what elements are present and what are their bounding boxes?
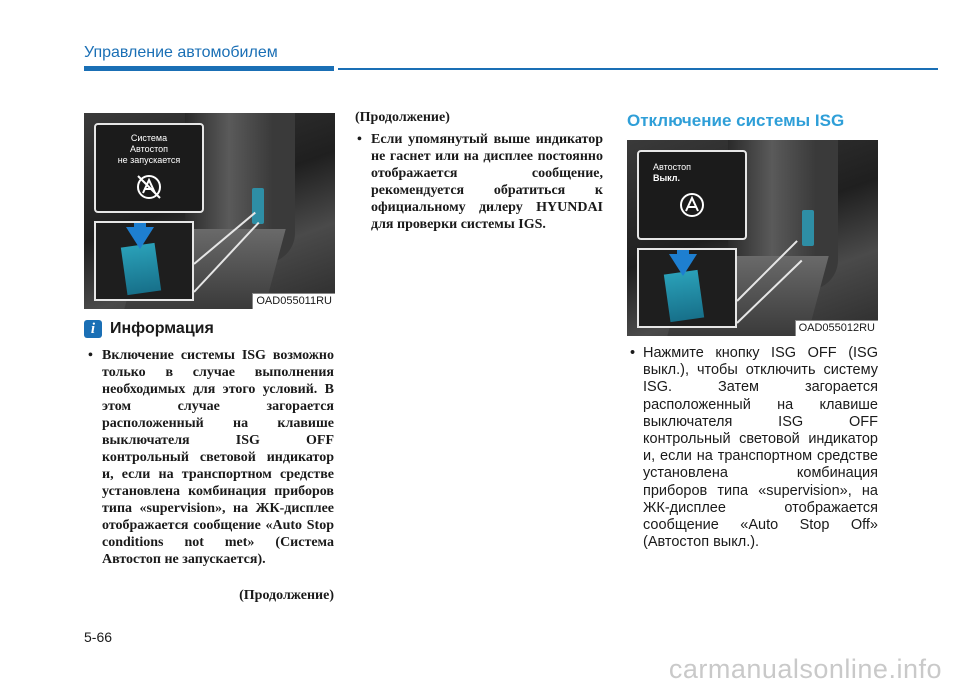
right-bullet-block	[627, 345, 878, 551]
middle-bullet-block	[355, 131, 603, 233]
header-rule-thick	[84, 66, 334, 71]
isg-switch-image	[802, 210, 814, 246]
cluster-display	[94, 123, 204, 213]
cluster-message-line: Автостоп	[129, 144, 168, 154]
info-title: Информация	[110, 320, 214, 337]
continued-label: (Продолжение)	[355, 110, 450, 125]
auto-stop-icon	[677, 190, 707, 220]
figure-code: OAD055011RU	[252, 293, 335, 309]
cluster-message-line: Выкл.	[653, 173, 681, 183]
isg-switch-image	[252, 188, 264, 224]
right-bullet-text: • Нажмите кнопку ISG OFF (ISG выкл.), чтобы отключить систему ISG. Затем загорается расположенный на клавише выключателя ISG OFF контрольный световой индикатор и, если на транспортном средстве установлена комбинация приборов типа «supervision», на ЖК-дисплее отображается сообщение «Auto Stop Off» (Автостоп выкл.).	[627, 345, 878, 551]
info-heading	[84, 318, 214, 340]
auto-stop-crossed-icon	[134, 172, 164, 202]
figure-code: OAD055012RU	[795, 320, 878, 336]
figure-isg-conditions-not-met	[84, 113, 335, 309]
cluster-message-line: не запускается	[117, 155, 181, 165]
press-arrow-icon	[669, 254, 697, 276]
middle-bullet-text: • Если упомянутый выше индикатор не гаснет или на дисплее постоянно отображается сообщение, рекомендуется обратиться к официальному дилеру HYUNDAI для проверки системы IGS.	[355, 131, 603, 233]
cluster-message	[96, 133, 202, 166]
cluster-display	[637, 150, 747, 240]
section-header-title: Управление автомобилем	[84, 44, 278, 61]
page-number: 5-66	[84, 629, 113, 645]
switch-closeup-inset	[94, 221, 194, 301]
switch-closeup-inset	[637, 248, 737, 328]
press-arrow-icon	[126, 227, 154, 249]
info-bullet-block	[86, 347, 334, 568]
watermark: carmanualsonline.info	[668, 654, 942, 684]
section-title: Отключение системы ISG	[627, 111, 845, 130]
cluster-message-line: Система	[130, 133, 168, 143]
isg-off-key-image	[121, 243, 161, 295]
info-bullet-text: • Включение системы ISG возможно только в случае выполнения необходимых для этого условий. В этом случае загорается расположенный на клавише выключателя ISG OFF контрольный световой индикатор и, если на транспортном средстве установлена комбинация приборов типа «supervision», на ЖК-дисплее отображается сообщение «Auto Stop conditions not met» (Система Автостоп не запускается).	[86, 347, 334, 568]
cluster-message-line: Автостоп	[653, 162, 692, 172]
cluster-message	[639, 162, 745, 184]
figure-isg-off	[627, 140, 878, 336]
continued-label: (Продолжение)	[239, 588, 334, 603]
isg-off-key-image	[664, 270, 704, 322]
header-rule-thin	[338, 68, 938, 70]
info-icon: i	[84, 320, 102, 338]
